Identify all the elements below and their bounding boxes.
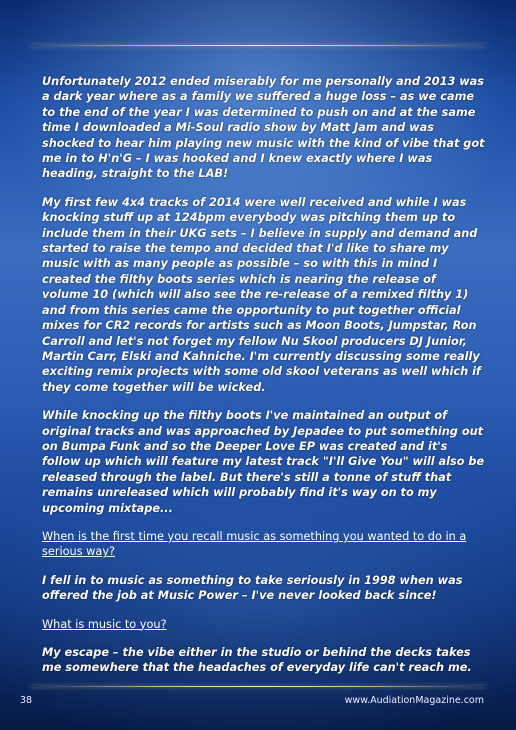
- article-paragraph: My first few 4x4 tracks of 2014 were well received and while I was knocking stuff up at 124bpm everybody was pitching them up to include them in their UKG sets – I believe in supply and demand and started to raise the tempo and decided that I'd like to share my music with as many people as possible – so with this in mind I created the filthy boots series which is nearing the release of volume 10 (which will also see the re-release of a remixed filthy 1) and from this series came the opportunity to put together official mixes for CR2 records for artists such as Moon Boots, Jumpstar, Ron Carroll and let's not forget my fellow Nu Skool producers DJ Junior, Martin Carr, Elski and Kahniche. I'm currently discussing some really exciting remix projects with some old skool veterans as well which if they come together will be wicked.: [42, 195, 481, 394]
- article-paragraph: While knocking up the filthy boots I've maintained an output of original tracks and was approached by Jepadee to put something out on Bumpa Funk and so the Deeper Love EP was created and it's follow up which will feature my latest track "I'll Give You" will also be released through the label. But there's still a tonne of stuff that remains unreleased which will probably find it's way on to my upcoming mixtape...: [42, 409, 485, 515]
- article-paragraph: Unfortunately 2012 ended miserably for me personally and 2013 was a dark year where as a family we suffered a huge loss – as we came to the end of the year I was determined to push on and at the same time I downloaded a Mi-Soul radio show by Matt Jam and was shocked to hear him playing new music with the kind of vibe that got me in to H'n'G – I was hooked and I knew exactly where I was heading, straight to the LAB!: [42, 75, 485, 181]
- header-gold-rule: [30, 45, 486, 46]
- footer-gold-rule: [30, 686, 486, 687]
- website-link[interactable]: www.AudiationMagazine.com: [344, 695, 484, 706]
- interview-question: When is the first time you recall music as something you wanted to do in a serious way?: [42, 529, 467, 559]
- interview-question: What is music to you?: [42, 617, 167, 631]
- page-number: 38: [20, 695, 33, 706]
- interview-answer: I fell in to music as something to take seriously in 1998 when was offered the job at Music Power – I've never looked back since!: [42, 573, 463, 603]
- interview-answer: My escape – the vibe either in the studio or behind the decks takes me somewhere that the headaches of everyday life can't reach me.: [42, 646, 472, 675]
- article-body: [42, 74, 486, 689]
